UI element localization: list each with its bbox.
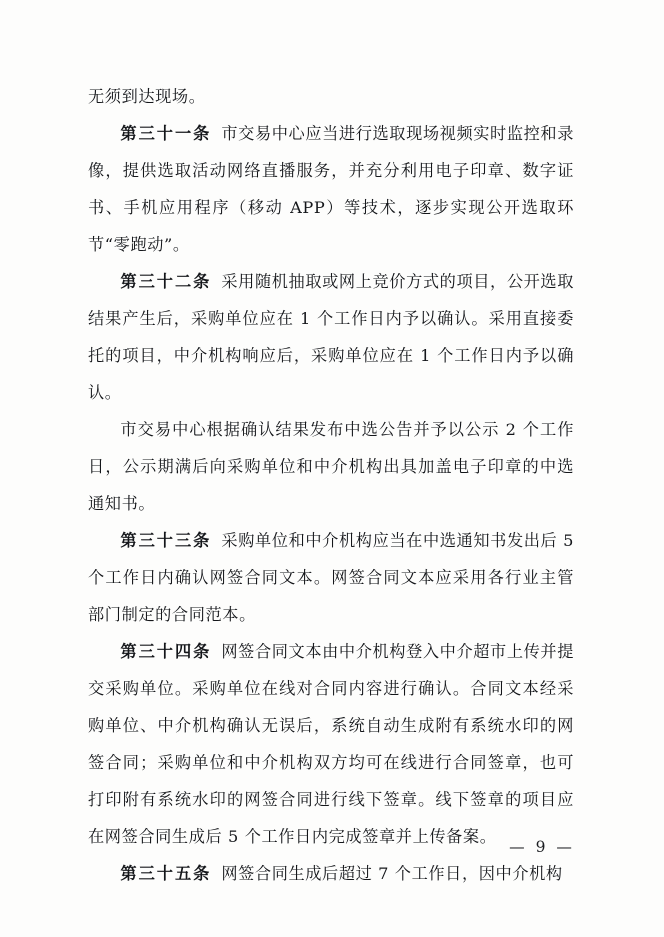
page-footer xyxy=(0,838,664,856)
paragraph-text: 网签合同生成后超过 7 个工作日，因中介机构 xyxy=(221,864,563,883)
article-heading: 第三十五条 xyxy=(120,864,212,883)
paragraph-text: 市交易中心应当进行选取现场视频实时监控和录像，提供选取活动网络直播服务，并充分利用电子印章、数字证书、手机应用程序（移动 APP）等技术，逐步实现公开选取环节“零跑动”。 xyxy=(88,124,574,254)
page-number: — 9 — xyxy=(509,838,575,856)
article-heading: 第三十二条 xyxy=(120,272,212,291)
paragraph xyxy=(88,78,574,115)
paragraph xyxy=(88,633,574,855)
paragraph xyxy=(88,115,574,263)
paragraph-text: 网签合同文本由中介机构登入中介超市上传并提交采购单位。采购单位在线对合同内容进行确认。合同文本经采购单位、中介机构确认无误后，系统自动生成附有系统水印的网签合同；采购单位和中介机构双方均可在线进行合同签章，也可打印附有系统水印的网签合同进行线下签章。线下签章的项目应在网签合同生成后 5 个工作日内完成签章并上传备案。 xyxy=(88,642,574,846)
paragraph-text: 无须到达现场。 xyxy=(88,87,206,106)
paragraph xyxy=(88,263,574,411)
paragraph-text: 采用随机抽取或网上竞价方式的项目，公开选取结果产生后，采购单位应在 1 个工作日内予以确认。采用直接委托的项目，中介机构响应后，采购单位应在 1 个工作日内予以确认。 xyxy=(88,272,574,402)
article-heading: 第三十一条 xyxy=(120,124,212,143)
paragraph xyxy=(88,411,574,522)
paragraph xyxy=(88,522,574,633)
paragraph xyxy=(88,855,574,892)
paragraph-text: 市交易中心根据确认结果发布中选公告并予以公示 2 个工作日，公示期满后向采购单位和中介机构出具加盖电子印章的中选通知书。 xyxy=(88,420,574,513)
paragraph-text: 采购单位和中介机构应当在中选通知书发出后 5 个工作日内确认网签合同文本。网签合同文本应采用各行业主管部门制定的合同范本。 xyxy=(88,531,574,624)
page-body-text xyxy=(88,78,574,892)
article-heading: 第三十四条 xyxy=(120,642,212,661)
article-heading: 第三十三条 xyxy=(120,531,212,550)
